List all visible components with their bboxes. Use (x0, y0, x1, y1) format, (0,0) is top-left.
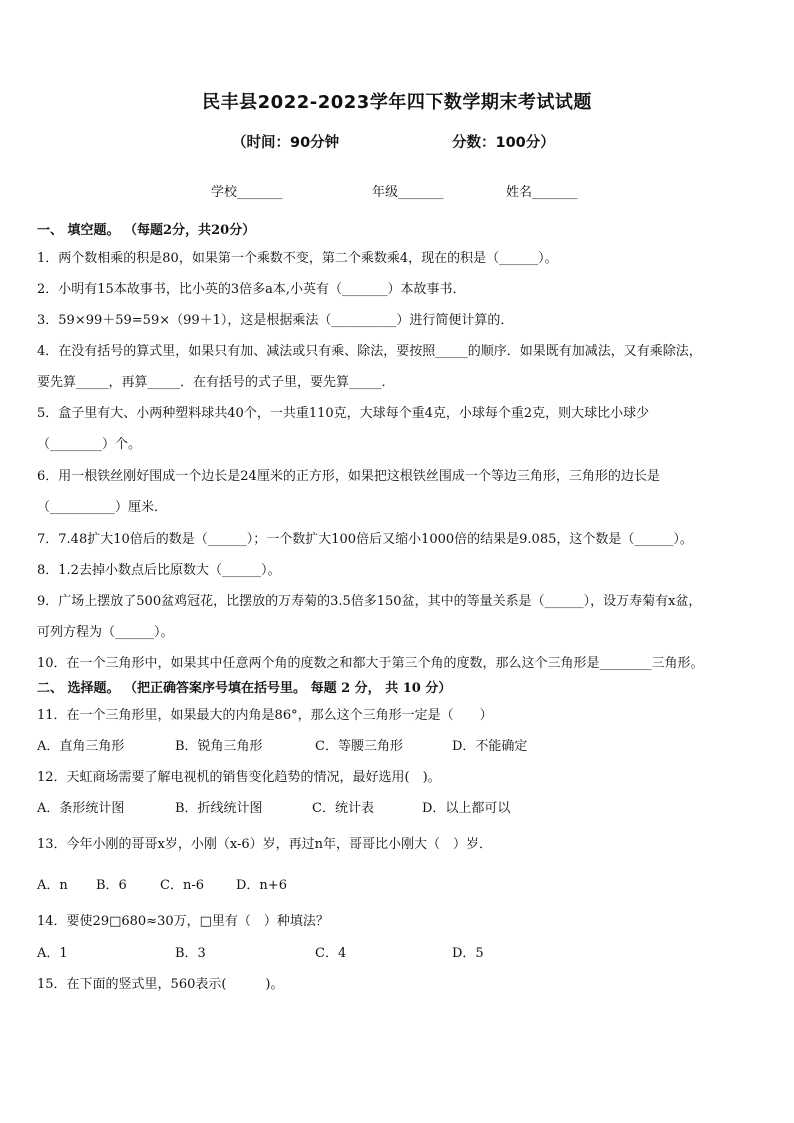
question-3: 3．59×99＋59=59×（99＋1），这是根据乘法（__________）进行简便计算的． (37, 313, 514, 328)
exam-score: 分数：100分） (452, 135, 555, 151)
q14-option-b[interactable]: B．3 (175, 946, 206, 961)
question-5-line1: 5．盒子里有大、小两种塑料球共40个，一共重110克，大球每个重4克，小球每个重2克，则大球比小球少 (37, 406, 650, 421)
q11-option-b[interactable]: B．锐角三角形 (175, 739, 263, 754)
q11-option-c[interactable]: C．等腰三角形 (315, 739, 403, 754)
question-4-line1: 4．在没有括号的算式里，如果只有加、减法或只有乘、除法，要按照_____的顺序．如果既有加减法，又有乘除法， (37, 344, 702, 359)
question-6-line1: 6．用一根铁丝刚好围成一个边长是24厘米的正方形，如果把这根铁丝围成一个等边三角形，三角形的边长是 (37, 469, 660, 484)
question-12: 12．天虹商场需要了解电视机的销售变化趋势的情况，最好选用( )。 (37, 770, 441, 785)
page-title: 民丰县2022-2023学年四下数学期末考试试题 (202, 92, 592, 113)
section1-heading: 一、 填空题。 （每题2分，共20分） (37, 223, 256, 238)
grade-field[interactable]: 年级_______ (372, 185, 444, 200)
name-field[interactable]: 姓名_______ (506, 185, 578, 200)
q13-option-b[interactable]: B．6 (96, 878, 127, 893)
q13-option-a[interactable]: A．n (37, 878, 68, 893)
question-13: 13．今年小刚的哥哥x岁，小刚（x-6）岁，再过n年，哥哥比小刚大（ ）岁． (37, 837, 493, 852)
question-8: 8．1.2去掉小数点后比原数大（______）。 (37, 563, 281, 578)
q12-option-a[interactable]: A．条形统计图 (37, 801, 125, 816)
q12-option-c[interactable]: C．统计表 (312, 801, 374, 816)
section2-heading: 二、 选择题。 （把正确答案序号填在括号里。 每题 2 分， 共 10 分） (37, 681, 452, 696)
q11-option-a[interactable]: A．直角三角形 (37, 739, 125, 754)
question-1: 1．两个数相乘的积是80，如果第一个乘数不变，第二个乘数乘4，现在的积是（______）。 (37, 251, 558, 266)
question-14: 14．要使29□680≈30万，□里有（ ）种填法？ (37, 914, 329, 929)
q12-option-d[interactable]: D．以上都可以 (422, 801, 511, 816)
question-10: 10．在一个三角形中，如果其中任意两个角的度数之和都大于第三个角的度数，那么这个三角形是________三角形。 (37, 656, 704, 671)
question-2: 2．小明有15本故事书，比小英的3倍多a本,小英有（_______）本故事书． (37, 282, 466, 297)
exam-time: （时间：90分钟 (232, 135, 340, 151)
question-9-line1: 9．广场上摆放了500盆鸡冠花，比摆放的万寿菊的3.5倍多150盆，其中的等量关系是（______），设万寿菊有x盆， (37, 594, 702, 609)
q11-option-d[interactable]: D．不能确定 (452, 739, 528, 754)
question-4-line2: 要先算_____，再算_____．在有括号的式子里，要先算_____． (37, 375, 395, 390)
question-7: 7．7.48扩大10倍后的数是（______）；一个数扩大100倍后又缩小1000倍的结果是9.085，这个数是（______）。 (37, 532, 693, 547)
question-5-line2: （________）个。 (37, 437, 142, 452)
school-field[interactable]: 学校_______ (211, 185, 283, 200)
question-11: 11．在一个三角形里，如果最大的内角是86°，那么这个三角形一定是（ ） (37, 708, 493, 723)
q13-option-c[interactable]: C．n-6 (160, 878, 204, 893)
question-6-line2: （__________）厘米． (37, 500, 168, 515)
q13-option-d[interactable]: D．n+6 (236, 878, 287, 893)
q14-option-d[interactable]: D．5 (452, 946, 484, 961)
question-9-line2: 可列方程为（______）。 (37, 625, 174, 640)
q12-option-b[interactable]: B．折线统计图 (175, 801, 263, 816)
question-15: 15．在下面的竖式里，560表示( )。 (37, 977, 284, 992)
q14-option-a[interactable]: A．1 (37, 946, 68, 961)
q14-option-c[interactable]: C．4 (315, 946, 347, 961)
